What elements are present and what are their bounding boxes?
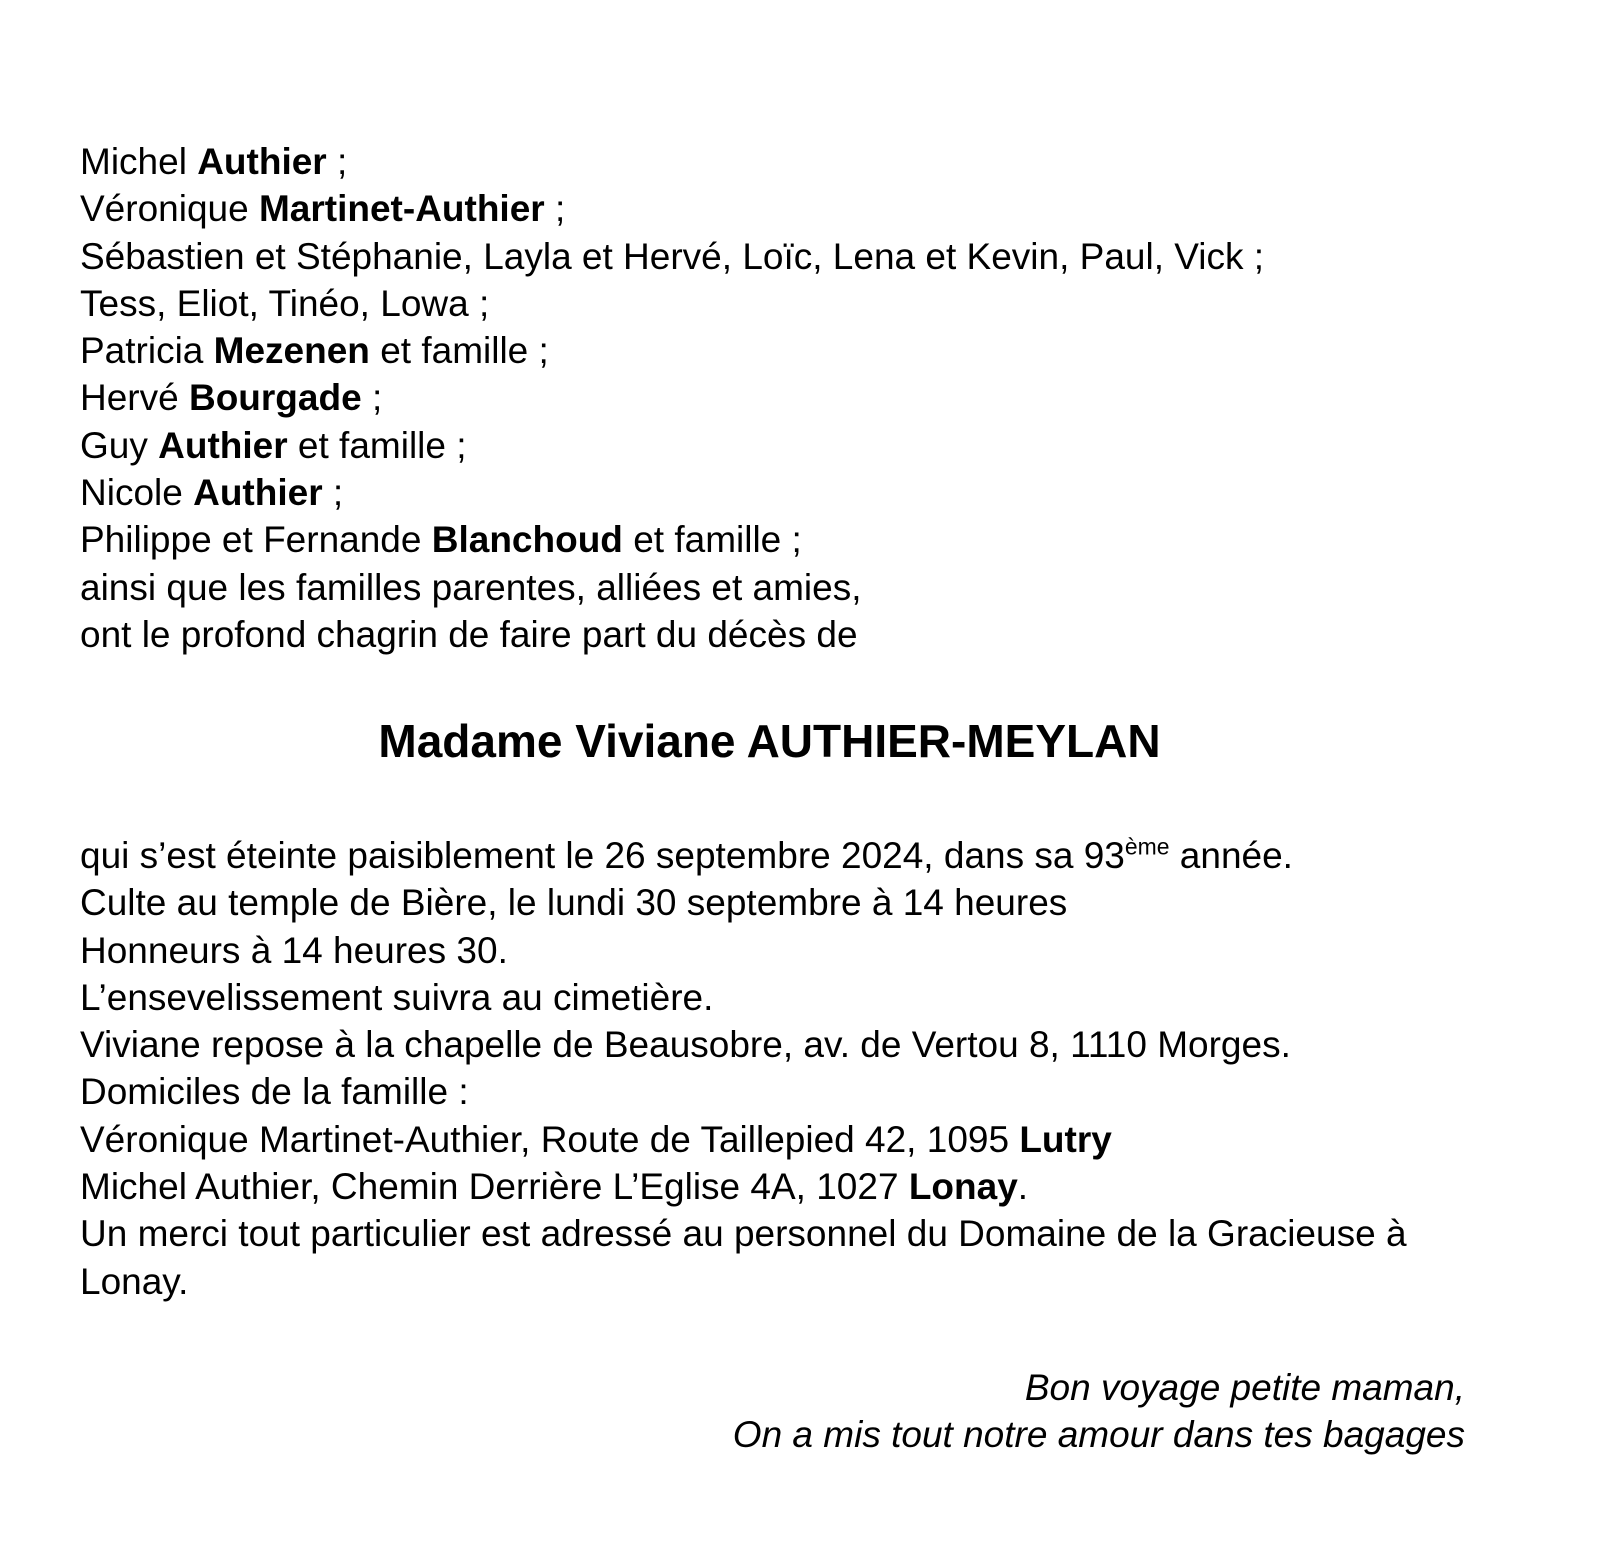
text-segment: Véronique Martinet-Authier, Route de Taillepied 42, 1095 [80, 1118, 1020, 1160]
text-segment: ; [544, 188, 566, 230]
text-segment: et famille ; [287, 424, 467, 466]
text-segment: Mezenen [213, 330, 370, 372]
text-segment: Authier [158, 424, 288, 466]
text-segment: Viviane repose à la chapelle de Beausobre, av. de Vertou 8, 1110 Morges. [80, 1024, 1291, 1066]
family-line [80, 469, 1459, 516]
text-segment: Philippe et Fernande [80, 519, 432, 561]
family-line [80, 564, 1459, 611]
family-line [80, 516, 1459, 563]
family-line [80, 422, 1459, 469]
text-segment: Un merci tout particulier est adressé au personnel du Domaine de la Gracieuse à [80, 1213, 1407, 1255]
text-segment: Michel [80, 141, 198, 182]
family-line [80, 233, 1459, 280]
detail-line [80, 927, 1459, 974]
funeral-details [80, 832, 1459, 1305]
detail-line [80, 832, 1459, 879]
detail-line [80, 1163, 1459, 1210]
text-segment: Blanchoud [431, 519, 623, 561]
text-segment: et famille ; [369, 330, 549, 372]
text-segment: Domiciles de la famille : [80, 1071, 469, 1113]
family-line [80, 280, 1459, 327]
text-segment: Michel Authier, Chemin Derrière L’Eglise 4A, 1027 [80, 1166, 909, 1208]
text-segment: Authier [197, 141, 327, 182]
farewell-line [80, 1364, 1465, 1411]
text-segment: . [1017, 1166, 1029, 1208]
text-segment: Lonay. [80, 1260, 189, 1302]
detail-line [80, 1068, 1459, 1115]
text-segment: Sébastien et Stéphanie, Layla et Hervé, Loïc, Lena et Kevin, Paul, Vick ; [80, 235, 1265, 277]
text-segment: année. [1169, 835, 1293, 876]
text-segment: Lutry [1019, 1118, 1112, 1160]
text-segment: Nicole [80, 472, 194, 514]
detail-line [80, 879, 1459, 926]
text-segment: ; [322, 472, 344, 514]
text-segment: Patricia [80, 330, 214, 372]
text-segment: Hervé [80, 377, 189, 419]
deceased-name: Madame Viviane AUTHIER-MEYLAN [378, 715, 1161, 767]
text-segment: Guy [80, 424, 159, 466]
detail-line [80, 1021, 1459, 1068]
text-segment: Tess, Eliot, Tinéo, Lowa ; [80, 282, 490, 324]
text-segment: Bon voyage petite maman, [1024, 1367, 1465, 1408]
text-segment: ont le profond chagrin de faire part du décès de [80, 613, 858, 655]
text-segment: On a mis tout notre amour dans tes bagages [732, 1414, 1465, 1456]
farewell-line [80, 1411, 1465, 1458]
family-line [80, 611, 1459, 658]
text-segment: ; [361, 377, 383, 419]
family-line [80, 374, 1459, 421]
text-segment: Lonay [908, 1166, 1018, 1208]
family-line [80, 327, 1459, 374]
text-segment: ainsi que les familles parentes, alliées et amies, [80, 566, 862, 608]
family-notifiers-list [80, 138, 1459, 658]
text-segment: Culte au temple de Bière, le lundi 30 septembre à 14 heures [80, 882, 1068, 924]
farewell-message [80, 1364, 1465, 1459]
text-segment: L’ensevelissement suivra au cimetière. [80, 976, 714, 1018]
text-segment: qui s’est éteinte paisiblement le 26 septembre 2024, dans sa 93 [80, 835, 1125, 876]
family-line [80, 185, 1459, 232]
text-segment: ème [1124, 833, 1170, 860]
detail-line [80, 974, 1459, 1021]
text-segment: Véronique [80, 188, 259, 230]
text-segment: Honneurs à 14 heures 30. [80, 929, 508, 971]
text-segment: Martinet-Authier [258, 188, 545, 230]
detail-line [80, 1210, 1459, 1257]
family-line [80, 138, 1459, 185]
text-segment: Authier [193, 472, 323, 514]
detail-line [80, 1116, 1459, 1163]
text-segment: et famille ; [622, 519, 802, 561]
text-segment: ; [326, 141, 348, 182]
text-segment: Bourgade [188, 377, 362, 419]
detail-line [80, 1258, 1459, 1305]
